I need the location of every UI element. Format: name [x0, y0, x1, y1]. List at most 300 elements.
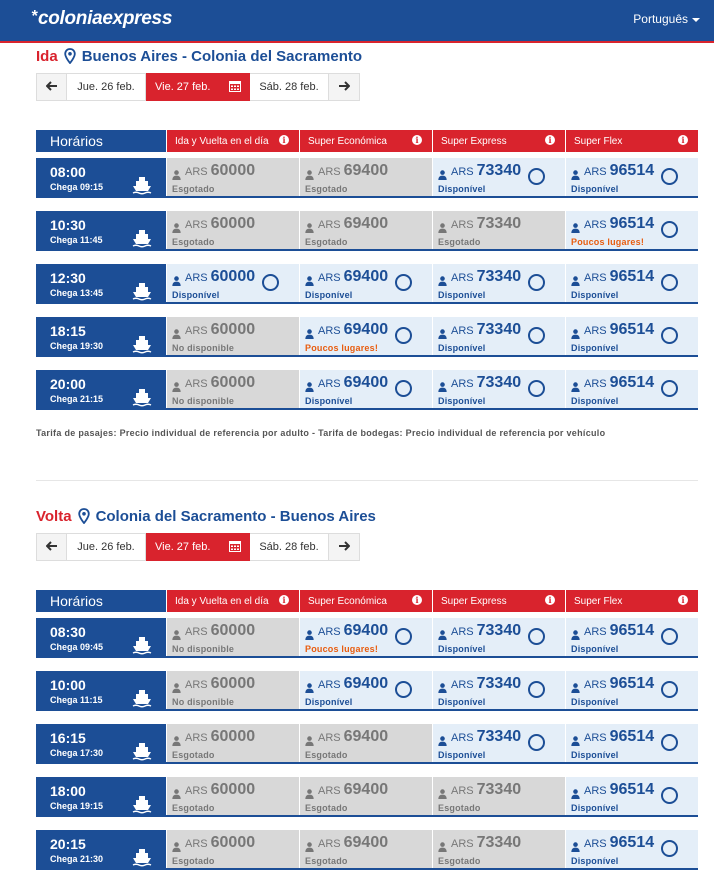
fare-cell[interactable] — [433, 618, 566, 656]
fare-price — [305, 622, 388, 640]
info-icon[interactable]: i — [279, 135, 289, 145]
fare-status: Esgotado — [305, 856, 348, 866]
header-fare-0 — [167, 590, 300, 612]
fare-cell — [300, 158, 433, 196]
header-fare-0 — [167, 130, 300, 152]
header-fare-label: Super Económica — [308, 595, 387, 607]
departure-time: 08:00 — [50, 164, 86, 180]
fare-status: Disponível — [438, 396, 486, 406]
date-current-button[interactable] — [146, 533, 250, 561]
person-icon — [172, 786, 181, 796]
currency-label: ARS — [318, 166, 341, 178]
fare-radio[interactable] — [661, 221, 678, 238]
currency-label: ARS — [451, 732, 474, 744]
price-amount: 60000 — [210, 781, 256, 798]
fare-price — [172, 268, 255, 286]
price-amount: 96514 — [609, 675, 655, 692]
location-pin-icon — [64, 48, 76, 64]
fare-cell — [300, 777, 433, 815]
route-name: Buenos Aires - Colonia del Sacramento — [81, 47, 363, 65]
person-icon — [305, 627, 314, 637]
ferry-icon — [132, 334, 152, 354]
currency-label: ARS — [318, 219, 341, 231]
person-icon — [305, 326, 314, 336]
fare-status: Poucos lugares! — [571, 237, 645, 247]
currency-label: ARS — [451, 272, 474, 284]
fare-status: Disponível — [571, 184, 619, 194]
departure-time: 16:15 — [50, 730, 86, 746]
price-amount: 96514 — [609, 834, 655, 851]
price-amount: 96514 — [609, 215, 655, 232]
direction-label: Ida — [36, 47, 58, 65]
person-icon — [438, 379, 447, 389]
fare-price — [172, 215, 255, 233]
arrival-time: Chega 19:30 — [50, 341, 104, 351]
fare-cell[interactable] — [433, 370, 566, 408]
next-date-button[interactable] — [329, 73, 360, 101]
time-cell — [36, 211, 167, 249]
currency-label: ARS — [185, 272, 208, 284]
fare-price — [305, 675, 388, 693]
info-icon[interactable]: i — [412, 135, 422, 145]
header-times: Horários — [36, 130, 167, 152]
time-cell — [36, 671, 167, 709]
arrow-right-icon — [338, 81, 350, 94]
currency-label: ARS — [185, 378, 208, 390]
currency-label: ARS — [584, 219, 607, 231]
header-fare-label: Super Express — [441, 595, 507, 607]
fare-cell[interactable] — [433, 317, 566, 355]
currency-label: ARS — [584, 166, 607, 178]
fare-cell[interactable] — [300, 264, 433, 302]
calendar-icon[interactable] — [229, 80, 241, 95]
fare-price — [172, 728, 255, 746]
fare-status: Disponível — [438, 750, 486, 760]
fare-price — [438, 622, 521, 640]
header-fare-3 — [566, 590, 698, 612]
currency-label: ARS — [185, 838, 208, 850]
date-navigator — [36, 533, 698, 561]
route-name: Colonia del Sacramento - Buenos Aires — [95, 507, 376, 525]
currency-label: ARS — [584, 626, 607, 638]
fare-status: Esgotado — [305, 237, 348, 247]
fare-radio[interactable] — [528, 734, 545, 751]
currency-label: ARS — [318, 732, 341, 744]
fare-status: Disponível — [571, 644, 619, 654]
fare-cell[interactable] — [300, 671, 433, 709]
schedule-row — [36, 724, 698, 764]
schedule-row — [36, 671, 698, 711]
fare-status: No disponible — [172, 343, 235, 353]
fare-price — [438, 834, 521, 852]
fare-status: Disponível — [438, 644, 486, 654]
fare-cell[interactable] — [433, 158, 566, 196]
fare-price — [571, 622, 654, 640]
fare-radio[interactable] — [528, 380, 545, 397]
arrow-right-icon — [338, 541, 350, 554]
currency-label: ARS — [451, 166, 474, 178]
time-cell — [36, 370, 167, 408]
fare-status: Disponível — [172, 290, 220, 300]
currency-label: ARS — [451, 838, 474, 850]
price-amount: 96514 — [609, 268, 655, 285]
fare-status: No disponible — [172, 697, 235, 707]
next-date-button[interactable] — [329, 533, 360, 561]
fare-cell — [300, 724, 433, 762]
person-icon — [438, 733, 447, 743]
currency-label: ARS — [185, 626, 208, 638]
price-amount: 96514 — [609, 321, 655, 338]
price-amount: 96514 — [609, 374, 655, 391]
person-icon — [571, 326, 580, 336]
fare-cell — [167, 618, 300, 656]
ferry-icon — [132, 635, 152, 655]
person-icon — [571, 627, 580, 637]
language-selector[interactable] — [633, 12, 700, 26]
price-amount: 96514 — [609, 162, 655, 179]
schedule-header — [36, 130, 698, 152]
route-heading — [36, 45, 698, 67]
ferry-icon — [132, 741, 152, 761]
fare-status: Esgotado — [305, 184, 348, 194]
fare-status: Poucos lugares! — [305, 644, 379, 654]
ferry-icon — [132, 175, 152, 195]
fare-radio[interactable] — [528, 274, 545, 291]
fare-cell — [167, 211, 300, 249]
fare-price — [438, 321, 521, 339]
arrival-time: Chega 13:45 — [50, 288, 104, 298]
arrow-left-icon — [46, 541, 58, 554]
fare-cell[interactable] — [566, 830, 698, 868]
price-amount: 73340 — [476, 728, 522, 745]
fare-status: Disponível — [571, 803, 619, 813]
currency-label: ARS — [584, 732, 607, 744]
fare-price — [305, 728, 388, 746]
calendar-icon[interactable] — [229, 540, 241, 555]
info-icon[interactable]: i — [279, 595, 289, 605]
price-amount: 96514 — [609, 622, 655, 639]
fare-cell[interactable] — [566, 264, 698, 302]
date-prev-button[interactable]: Jue. 26 feb. — [67, 533, 146, 561]
header-fare-1 — [300, 130, 433, 152]
fare-cell — [167, 158, 300, 196]
fare-status: No disponible — [172, 644, 235, 654]
fare-radio[interactable] — [395, 628, 412, 645]
fare-status: Disponível — [571, 856, 619, 866]
date-next-button[interactable]: Sáb. 28 feb. — [250, 73, 329, 101]
date-current-label: Vie. 27 feb. — [155, 541, 211, 553]
price-amount: 73340 — [476, 268, 522, 285]
header-fare-label: Super Flex — [574, 135, 623, 147]
time-cell — [36, 158, 167, 196]
fare-radio[interactable] — [528, 681, 545, 698]
person-icon — [438, 167, 447, 177]
price-amount: 60000 — [210, 215, 256, 232]
price-amount: 60000 — [210, 321, 256, 338]
person-icon — [571, 733, 580, 743]
fare-price — [438, 162, 521, 180]
fare-cell — [167, 370, 300, 408]
info-icon[interactable]: i — [412, 595, 422, 605]
direction-label: Volta — [36, 507, 72, 525]
fare-cell[interactable] — [566, 370, 698, 408]
currency-label: ARS — [185, 219, 208, 231]
fare-radio[interactable] — [661, 681, 678, 698]
fare-price — [571, 374, 654, 392]
fare-cell[interactable] — [167, 264, 300, 302]
person-icon — [305, 167, 314, 177]
fare-cell[interactable] — [566, 724, 698, 762]
fare-cell — [167, 317, 300, 355]
info-icon[interactable]: i — [678, 595, 688, 605]
schedule-header — [36, 590, 698, 612]
date-navigator — [36, 73, 698, 101]
fare-cell — [167, 777, 300, 815]
fare-radio[interactable] — [661, 628, 678, 645]
departure-time: 18:00 — [50, 783, 86, 799]
currency-label: ARS — [318, 272, 341, 284]
currency-label: ARS — [318, 838, 341, 850]
fare-status: Disponível — [438, 184, 486, 194]
fare-price — [172, 162, 255, 180]
arrival-time: Chega 09:45 — [50, 642, 104, 652]
fare-radio[interactable] — [661, 380, 678, 397]
schedule-row — [36, 211, 698, 251]
fare-price — [172, 374, 255, 392]
person-icon — [172, 273, 181, 283]
fare-radio[interactable] — [661, 840, 678, 857]
fare-status: Disponível — [571, 750, 619, 760]
departure-time: 08:30 — [50, 624, 86, 640]
currency-label: ARS — [584, 325, 607, 337]
time-cell — [36, 618, 167, 656]
fare-price — [438, 215, 521, 233]
time-cell — [36, 830, 167, 868]
top-navbar — [0, 0, 714, 43]
person-icon — [305, 733, 314, 743]
header-fare-label: Ida y Vuelta en el día — [175, 595, 269, 607]
person-icon — [305, 680, 314, 690]
schedule-row — [36, 264, 698, 304]
prev-date-button[interactable] — [36, 73, 67, 101]
price-amount: 69400 — [343, 162, 389, 179]
fare-cell[interactable] — [433, 264, 566, 302]
header-fare-3 — [566, 130, 698, 152]
person-icon — [571, 273, 580, 283]
header-fare-label: Super Flex — [574, 595, 623, 607]
person-icon — [305, 839, 314, 849]
fare-radio[interactable] — [395, 380, 412, 397]
currency-label: ARS — [451, 785, 474, 797]
location-pin-icon — [78, 508, 90, 524]
fare-cell[interactable] — [433, 671, 566, 709]
fare-status: Disponível — [438, 343, 486, 353]
fare-status: Disponível — [305, 697, 353, 707]
person-icon — [571, 379, 580, 389]
info-icon[interactable]: i — [545, 135, 555, 145]
date-current-label: Vie. 27 feb. — [155, 81, 211, 93]
fare-price — [571, 834, 654, 852]
fare-radio[interactable] — [661, 327, 678, 344]
price-amount: 60000 — [210, 675, 256, 692]
header-fare-label: Ida y Vuelta en el día — [175, 135, 269, 147]
fare-price — [305, 781, 388, 799]
fare-cell[interactable] — [566, 158, 698, 196]
fare-price — [438, 268, 521, 286]
fare-cell[interactable] — [566, 618, 698, 656]
currency-label: ARS — [584, 272, 607, 284]
fare-status: Disponível — [571, 343, 619, 353]
fare-cell[interactable] — [433, 724, 566, 762]
departure-time: 12:30 — [50, 270, 86, 286]
currency-label: ARS — [318, 325, 341, 337]
fare-cell[interactable] — [300, 317, 433, 355]
fare-price — [571, 781, 654, 799]
person-icon — [305, 379, 314, 389]
fare-status: Disponível — [571, 290, 619, 300]
header-fare-1 — [300, 590, 433, 612]
price-amount: 73340 — [476, 215, 522, 232]
currency-label: ARS — [185, 166, 208, 178]
person-icon — [172, 326, 181, 336]
fare-cell[interactable] — [566, 317, 698, 355]
fare-note: Tarifa de pasajes: Precio individual de referencia por adulto - Tarifa de bodegas: Precio individual de referencia por vehículo — [36, 428, 606, 438]
fare-radio[interactable] — [528, 327, 545, 344]
currency-label: ARS — [318, 785, 341, 797]
prev-date-button[interactable] — [36, 533, 67, 561]
fare-radio[interactable] — [528, 168, 545, 185]
price-amount: 73340 — [476, 321, 522, 338]
chevron-down-icon — [692, 18, 700, 22]
fare-cell[interactable] — [566, 211, 698, 249]
arrival-time: Chega 11:45 — [50, 235, 103, 245]
person-icon — [571, 167, 580, 177]
fare-status: Disponível — [438, 697, 486, 707]
arrival-time: Chega 17:30 — [50, 748, 104, 758]
fare-status: Disponível — [438, 290, 486, 300]
fare-price — [571, 728, 654, 746]
header-times: Horários — [36, 590, 167, 612]
departure-time: 18:15 — [50, 323, 86, 339]
fare-cell[interactable] — [566, 671, 698, 709]
fare-price — [305, 215, 388, 233]
currency-label: ARS — [318, 378, 341, 390]
person-icon — [305, 273, 314, 283]
fare-radio[interactable] — [661, 168, 678, 185]
currency-label: ARS — [318, 626, 341, 638]
price-amount: 60000 — [210, 374, 256, 391]
fare-cell[interactable] — [300, 618, 433, 656]
currency-label: ARS — [185, 679, 208, 691]
fare-radio[interactable] — [395, 327, 412, 344]
fare-radio[interactable] — [661, 734, 678, 751]
currency-label: ARS — [584, 838, 607, 850]
currency-label: ARS — [584, 679, 607, 691]
info-icon[interactable]: i — [678, 135, 688, 145]
ferry-icon — [132, 281, 152, 301]
fare-price — [305, 321, 388, 339]
price-amount: 69400 — [343, 834, 389, 851]
price-amount: 60000 — [210, 622, 256, 639]
price-amount: 60000 — [210, 834, 256, 851]
header-fare-2 — [433, 130, 566, 152]
fare-price — [172, 834, 255, 852]
person-icon — [172, 627, 181, 637]
departure-time: 20:15 — [50, 836, 86, 852]
schedule-row — [36, 317, 698, 357]
fare-price — [172, 622, 255, 640]
trip-section-outbound — [36, 45, 698, 438]
logo[interactable]: *coloniaexpress — [31, 8, 173, 29]
person-icon — [571, 786, 580, 796]
person-icon — [305, 786, 314, 796]
person-icon — [438, 326, 447, 336]
date-prev-button[interactable]: Jue. 26 feb. — [67, 73, 146, 101]
fare-cell — [433, 830, 566, 868]
fare-status: Esgotado — [305, 803, 348, 813]
person-icon — [438, 627, 447, 637]
fare-cell[interactable] — [566, 777, 698, 815]
fare-status: Esgotado — [172, 856, 215, 866]
person-icon — [438, 786, 447, 796]
fare-radio[interactable] — [661, 787, 678, 804]
fare-cell — [300, 211, 433, 249]
currency-label: ARS — [318, 679, 341, 691]
price-amount: 73340 — [476, 374, 522, 391]
departure-time: 10:30 — [50, 217, 86, 233]
fare-price — [305, 162, 388, 180]
time-cell — [36, 264, 167, 302]
fare-status: Disponível — [305, 290, 353, 300]
person-icon — [438, 680, 447, 690]
fare-status: No disponible — [172, 396, 235, 406]
person-icon — [172, 379, 181, 389]
fare-cell — [433, 777, 566, 815]
fare-radio[interactable] — [528, 628, 545, 645]
arrow-left-icon — [46, 81, 58, 94]
price-amount: 73340 — [476, 834, 522, 851]
schedule-rows — [36, 158, 698, 410]
info-icon[interactable]: i — [545, 595, 555, 605]
price-amount: 73340 — [476, 622, 522, 639]
arrival-time: Chega 21:30 — [50, 854, 104, 864]
price-amount: 73340 — [476, 162, 522, 179]
ferry-icon — [132, 688, 152, 708]
fare-status: Disponível — [305, 396, 353, 406]
currency-label: ARS — [185, 325, 208, 337]
fare-radio[interactable] — [395, 681, 412, 698]
arrival-time: Chega 21:15 — [50, 394, 104, 404]
fare-radio[interactable] — [661, 274, 678, 291]
fare-price — [305, 834, 388, 852]
person-icon — [305, 220, 314, 230]
date-next-button[interactable]: Sáb. 28 feb. — [250, 533, 329, 561]
language-label: Português — [633, 12, 688, 26]
person-icon — [571, 680, 580, 690]
header-fare-label: Super Económica — [308, 135, 387, 147]
currency-label: ARS — [584, 378, 607, 390]
fare-radio[interactable] — [262, 274, 279, 291]
fare-price — [571, 321, 654, 339]
fare-radio[interactable] — [395, 274, 412, 291]
departure-time: 20:00 — [50, 376, 86, 392]
fare-cell[interactable] — [300, 370, 433, 408]
currency-label: ARS — [451, 626, 474, 638]
date-current-button[interactable] — [146, 73, 250, 101]
price-amount: 69400 — [343, 728, 389, 745]
person-icon — [172, 220, 181, 230]
departure-time: 10:00 — [50, 677, 86, 693]
